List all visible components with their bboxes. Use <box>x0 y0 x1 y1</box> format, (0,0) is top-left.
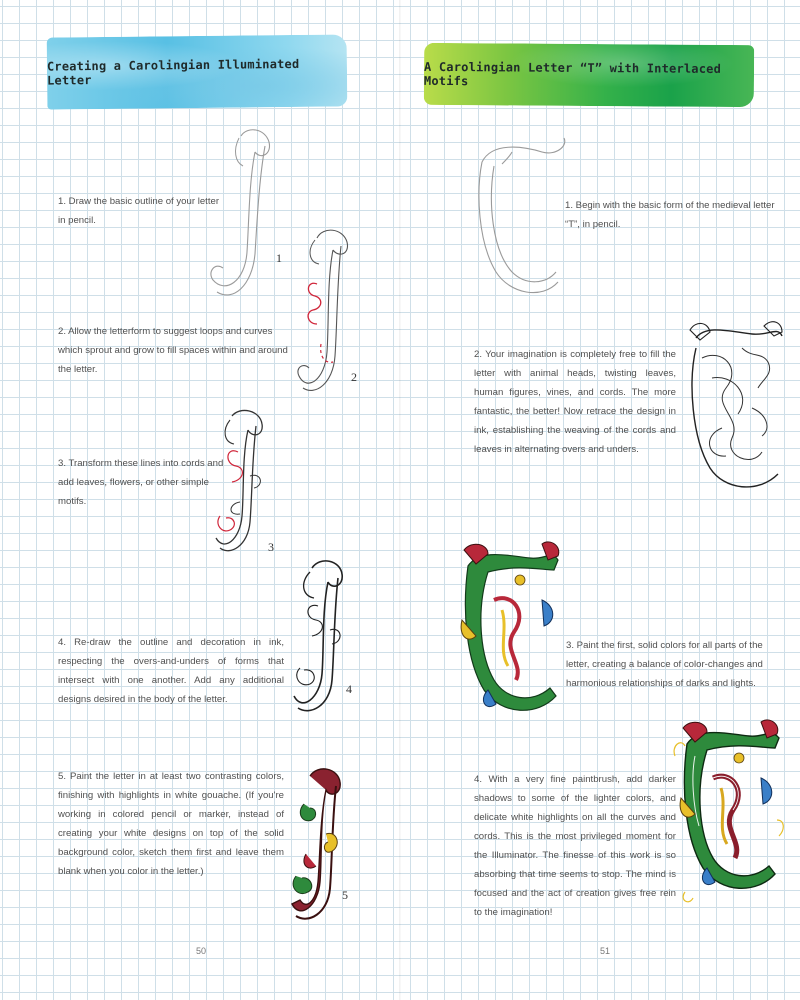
letter-t-finished-4 <box>675 716 785 908</box>
left-step-3: 3. Transform these lines into cords and add leaves, flowers, or other simple motifs. <box>58 458 224 507</box>
page-spine <box>399 0 401 1000</box>
figure-number-5: 5 <box>342 888 348 902</box>
left-step-4: 4. Re-draw the outline and decoration in ink, respecting the overs-and-unders of forms that intersect with one another. Add any additional designs desired in the body of the letter. <box>58 637 284 705</box>
figure-number-3: 3 <box>268 540 274 554</box>
figure-number-2: 2 <box>351 370 357 384</box>
letter-sketch-2 <box>293 224 363 394</box>
right-step-2: 2. Your imagination is completely free to fill the letter with animal heads, twisting leaves, human figures, vines, and cords. The more fantastic, the better! Now retrace the design in ink, establishing the weaving of the cords and leaves in alternating overs and unders. <box>474 349 676 455</box>
right-step-3: 3. Paint the first, solid colors for all parts of the letter, creating a balance of color-changes and harmonious relationships of darks and lights. <box>566 640 763 689</box>
left-page-title: Creating a Carolingian Illuminated Letter <box>46 56 300 88</box>
right-page-number: 51 <box>600 946 611 956</box>
letter-t-ink-2 <box>682 318 787 498</box>
right-page-banner <box>424 43 754 107</box>
left-step-5: 5. Paint the letter in at least two contrasting colors, finishing with highlights in white gouache. (If you're working in colored pencil or marker, instead of creating your white designs on top of the solid background color, sketch them first and leave them blank when you color in the letter.) <box>58 771 284 877</box>
left-page-banner <box>47 34 348 109</box>
left-page-number: 50 <box>196 946 207 956</box>
left-step-1: 1. Draw the basic outline of your letter in pencil. <box>58 196 220 226</box>
letter-t-painted-3 <box>458 540 563 720</box>
figure-number-4: 4 <box>346 682 352 696</box>
letter-sketch-3 <box>210 406 280 556</box>
letter-t-sketch-1 <box>472 132 572 302</box>
right-page-title: A Carolingian Letter “T” with Interlaced Motifs <box>423 59 722 89</box>
left-step-2: 2. Allow the letterform to suggest loops and curves which sprout and grow to fill spaces within and around the letter. <box>58 326 288 375</box>
right-step-4: 4. With a very fine paintbrush, add darker shadows to some of the lighter colors, and delicate white highlights on all the curves and cords. This is the most privileged moment for the Illuminator. The finesse of this work is so absorbing that time seems to stop. The mind is focused and the act of creation gives free rein to the imagination! <box>474 774 676 918</box>
figure-number-1: 1 <box>276 251 282 265</box>
letter-sketch-1 <box>205 122 285 302</box>
right-step-1: 1. Begin with the basic form of the medieval letter “T”, in pencil. <box>565 200 775 230</box>
